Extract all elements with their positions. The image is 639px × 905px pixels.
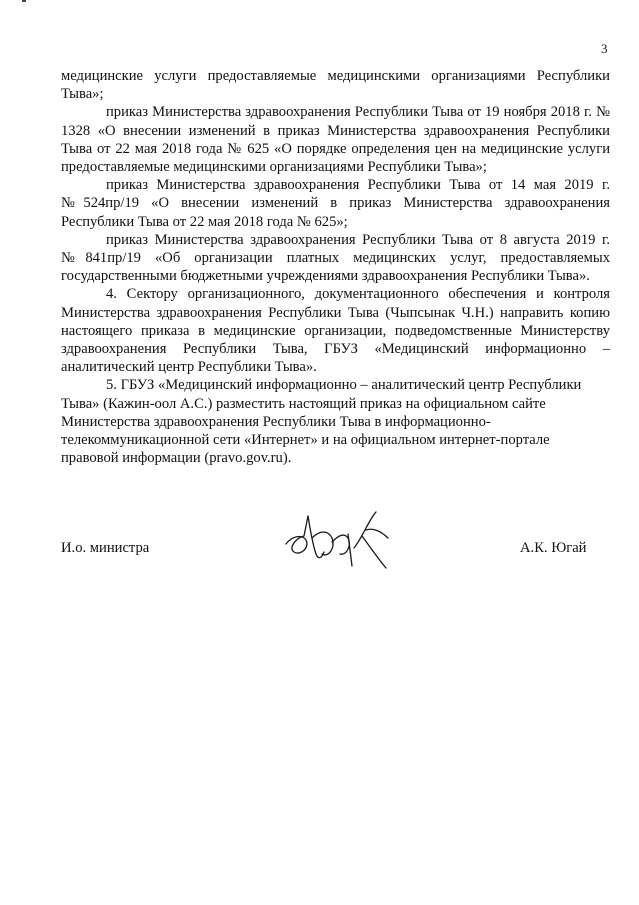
paragraph-item-5: 5. ГБУЗ «Медицинский информационно – аналитический центр Республики Тыва» (Кажин-оол А.С.) разместить настоящий приказ на официальном сайте Министерства здравоохранения Республики Тыва в информационно-телекоммуникационной сети «Интернет» и на официальном интернет-портале правовой информации (pravo.gov.ru). (61, 377, 582, 467)
signatory-name: А.К. Югай (520, 540, 587, 556)
paragraph-item-4: 4. Сектору организационного, документационного обеспечения и контроля Министерства здравоохранения Республики Тыва (Чыпсынак Ч.Н.) направить копию настоящего приказа в медицинские организации, подведомственные Министерству здравоохранения Республики Тыва, ГБУЗ «Медицинский информационно – аналитический центр Республики Тыва». (61, 286, 610, 376)
document-body (61, 67, 610, 467)
paragraph-order-524: приказ Министерства здравоохранения Республики Тыва от 14 мая 2019 г. №524пр/19 «О внесении изменений в приказ Министерства здравоохранения Республики Тыва от 22 мая 2018 года № 625»; (61, 177, 610, 230)
paragraph-order-841: приказ Министерства здравоохранения Республики Тыва от 8 августа 2019 г. №841пр/19 «Об организации платных медицинских услуг, предоставляемых государственными бюджетными учреждениями здравоохранения Республики Тыва». (61, 231, 610, 285)
handwritten-signature (282, 508, 394, 572)
paragraph-continuation: медицинские услуги предоставляемые медицинскими организациями Республики Тыва»; (61, 68, 610, 103)
scan-corner-mark (22, 0, 26, 2)
signatory-title: И.о. министра (61, 540, 150, 556)
paragraph-order-1328: приказ Министерства здравоохранения Республики Тыва от 19 ноября 2018 г. № 1328 «О внесении изменений в приказ Министерства здравоохранения Республики Тыва от 22 мая 2018 года № 625 «О порядке определения цен на медицинские услуги предоставляемые медицинскими организациями Республики Тыва»; (61, 104, 610, 176)
page-number: 3 (601, 41, 608, 56)
